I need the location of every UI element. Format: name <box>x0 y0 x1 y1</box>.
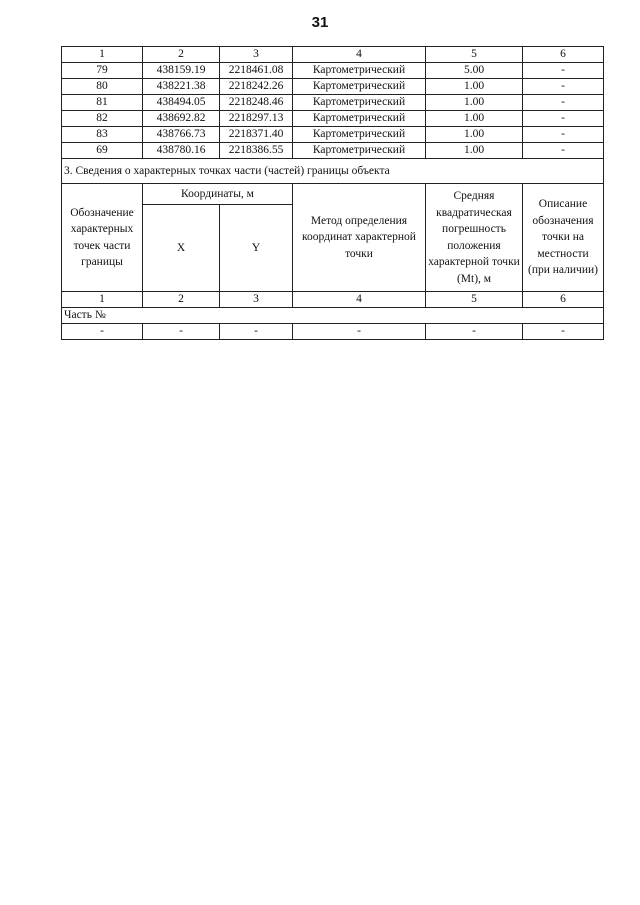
column-number: 1 <box>62 292 143 308</box>
table-row <box>62 143 604 159</box>
point-number: 82 <box>62 111 143 127</box>
error-value: 1.00 <box>426 111 523 127</box>
table-row <box>62 127 604 143</box>
method: Картометрический <box>293 143 426 159</box>
coordinate-y: 2218386.55 <box>220 143 293 159</box>
description: - <box>523 95 604 111</box>
coordinate-y: 2218371.40 <box>220 127 293 143</box>
description: - <box>523 111 604 127</box>
empty-cell: - <box>523 324 604 340</box>
error-value: 1.00 <box>426 79 523 95</box>
method: Картометрический <box>293 111 426 127</box>
description: - <box>523 127 604 143</box>
section-3-title-row <box>62 159 604 184</box>
coordinate-x: 438159.19 <box>143 63 220 79</box>
error-value: 5.00 <box>426 63 523 79</box>
column-number: 3 <box>220 47 293 63</box>
point-number: 81 <box>62 95 143 111</box>
point-number: 83 <box>62 127 143 143</box>
description: - <box>523 63 604 79</box>
table-row <box>62 63 604 79</box>
coordinate-y: 2218461.08 <box>220 63 293 79</box>
column-number: 4 <box>293 292 426 308</box>
description: - <box>523 79 604 95</box>
point-number: 69 <box>62 143 143 159</box>
coordinate-y: 2218297.13 <box>220 111 293 127</box>
header-designation: Обозначение характерных точек части границы <box>62 184 143 292</box>
empty-cell: - <box>293 324 426 340</box>
coordinate-x: 438494.05 <box>143 95 220 111</box>
empty-cell: - <box>62 324 143 340</box>
column-number: 4 <box>293 47 426 63</box>
table-row <box>62 95 604 111</box>
coordinate-x: 438221.38 <box>143 79 220 95</box>
coordinate-y: 2218248.46 <box>220 95 293 111</box>
section-3-title: 3. Сведения о характерных точках части (частей) границы объекта <box>62 159 604 184</box>
header-description: Описание обозначения точки на местности (при наличии) <box>523 184 604 292</box>
page-number: 31 <box>311 14 329 31</box>
column-number: 2 <box>143 292 220 308</box>
coordinate-y: 2218242.26 <box>220 79 293 95</box>
header-error: Средняя квадратическая погрешность положения характерной точки (Mt), м <box>426 184 523 292</box>
header-y: Y <box>220 205 293 292</box>
method: Картометрический <box>293 127 426 143</box>
coordinates-table-body <box>62 47 604 340</box>
column-number: 6 <box>523 47 604 63</box>
point-number: 80 <box>62 79 143 95</box>
empty-cell: - <box>426 324 523 340</box>
point-number: 79 <box>62 63 143 79</box>
error-value: 1.00 <box>426 95 523 111</box>
header-coordinates: Координаты, м <box>143 184 293 205</box>
header-x: X <box>143 205 220 292</box>
column-number: 5 <box>426 292 523 308</box>
section-3-header-top <box>62 184 604 205</box>
column-number: 5 <box>426 47 523 63</box>
error-value: 1.00 <box>426 143 523 159</box>
table-row <box>62 79 604 95</box>
header-method: Метод определения координат характерной точки <box>293 184 426 292</box>
part-label-row <box>62 308 604 324</box>
part-label: Часть № <box>62 308 604 324</box>
column-number: 6 <box>523 292 604 308</box>
coordinates-table <box>61 46 604 340</box>
method: Картометрический <box>293 79 426 95</box>
method: Картометрический <box>293 95 426 111</box>
table-row <box>62 111 604 127</box>
method: Картометрический <box>293 63 426 79</box>
empty-cell: - <box>143 324 220 340</box>
description: - <box>523 143 604 159</box>
section-3-column-number-row <box>62 292 604 308</box>
error-value: 1.00 <box>426 127 523 143</box>
coordinate-x: 438780.16 <box>143 143 220 159</box>
column-number: 3 <box>220 292 293 308</box>
column-number: 2 <box>143 47 220 63</box>
coordinate-x: 438766.73 <box>143 127 220 143</box>
empty-cell: - <box>220 324 293 340</box>
column-number-row <box>62 47 604 63</box>
column-number: 1 <box>62 47 143 63</box>
empty-row <box>62 324 604 340</box>
coordinate-x: 438692.82 <box>143 111 220 127</box>
